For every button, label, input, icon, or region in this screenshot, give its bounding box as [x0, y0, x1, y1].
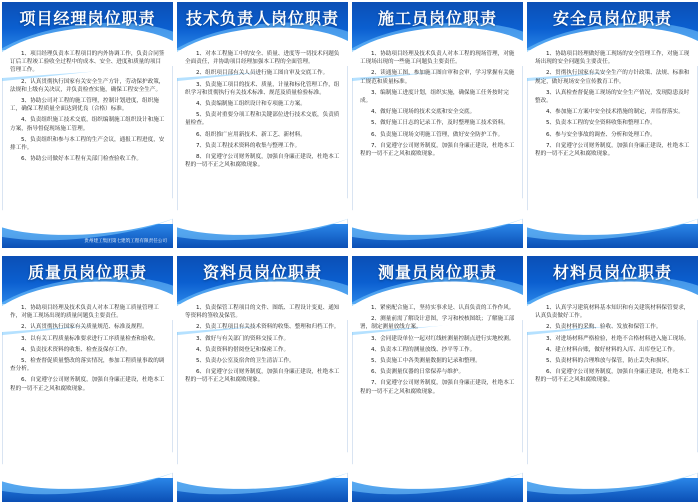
duty-paragraph: 5、负责组织和参与本工程的生产会议，通报工程进度，安排工作。: [10, 136, 165, 152]
panel-title: 资料员岗位职责: [202, 263, 322, 282]
duty-paragraph: 1、对本工程施工中的安全、质量、进度等一切技术问题负全面责任，并协助项目经理加强本工程的全面管理。: [185, 51, 340, 66]
duty-paragraph: 3、以有关工程质量标准要求进行工序质量检查和验收。: [21, 335, 159, 342]
duty-paragraph: 1、项目经理负责本工程项目的内外协调工作，负责合同签订后工程竣工验收全过程中的成本、安全、进度和质量的项目管理工作。: [10, 51, 165, 74]
panel-title: 项目经理岗位职责: [19, 9, 156, 28]
duty-paragraph: 6、负责施工现场文明施工管理，做好安全防护工作。: [371, 131, 504, 138]
panel-title: 施工员岗位职责: [377, 9, 497, 28]
duty-paragraph: 7、自觉遵守公司财务制度，加强自身廉正建设，杜绝本工程的一切不正之风和腐败现象。: [360, 142, 515, 158]
duty-paragraph: 3、认真检查督促施工现场的安全生产情况，发现隐患及时整改。: [535, 89, 690, 105]
duty-paragraph: 1、认真学习建筑材料基本知识和有关建筑材料保管要求，认真负责做好工作。: [535, 305, 690, 320]
panel-quality-inspector: [2, 256, 173, 502]
panel-header: [352, 256, 523, 304]
panel-surveyor: [352, 256, 523, 502]
duty-paragraph: 7、自觉遵守公司财务制度，加强自身廉正建设，杜绝本工程的一切不正之风和腐败现象。: [535, 142, 690, 158]
duty-paragraph: 7、负责工程技术资料的收集与整理工作。: [196, 142, 301, 149]
duty-paragraph: 6、自觉遵守公司财务制度，加强自身廉正建设，杜绝本工程的一切不正之风和腐败现象。: [10, 377, 165, 392]
panel-project-manager: [2, 2, 173, 248]
panel-technical-lead: [177, 2, 348, 248]
panel-footer: [2, 478, 173, 502]
duty-paragraph: 1、协助项目经理及技术负责人对本工程施工质量管理工作，对施工现场出现的质量问题负主要责任。: [10, 305, 159, 320]
duty-paragraph: 4、负责编制施工组织设计和专项施工方案。: [196, 101, 306, 108]
panel-title: 材料员岗位职责: [552, 263, 672, 282]
panel-header: [352, 2, 523, 50]
panel-safety-officer: [527, 2, 698, 248]
panel-header: [527, 2, 698, 50]
duty-paragraph: 8、自觉遵守公司财务制度，加强自身廉正建设，杜绝本工程的一切不正之风和腐败现象。: [185, 154, 340, 169]
panel-footer: [2, 224, 173, 248]
duty-paragraph: 5、负责材料的合理堆放与保管，防止丢失和损坏。: [546, 358, 673, 365]
duty-paragraph: 4、做好施工现场的技术交底和安全交底。: [371, 109, 476, 116]
duty-paragraph: 6、协助公司做好本工程有关部门检查验收工作。: [21, 156, 143, 163]
duty-paragraph: 1、紧密配合施工，坚持实事求是、认真负责的工作作风。: [371, 305, 515, 311]
duty-paragraph: 7、自觉遵守公司财务制度，加强自身廉正建设，杜绝本工程的一切不正之风和腐败现象。: [360, 380, 515, 395]
duty-paragraph: 5、负责办公室及宿舍的卫生清洁工作。: [196, 358, 295, 365]
panel-header: [2, 2, 173, 50]
duty-paragraph: 3、会同建设单位一起对红线桩测量控制点进行实地校测。: [371, 335, 515, 342]
panel-footer: [352, 224, 523, 248]
panel-footer: [352, 478, 523, 502]
duty-paragraph: 4、参加施工方案中安全技术措施的制定，并监督落实。: [546, 109, 684, 116]
panel-footer: [177, 224, 348, 248]
panel-header: [2, 256, 173, 304]
panel-construction-worker: [352, 2, 523, 248]
duty-paragraph: 6、自觉遵守公司财务制度，加强自身廉正建设，杜绝本工程的一切不正之风和腐败现象。: [185, 369, 340, 384]
panel-material-clerk: [527, 256, 698, 502]
duty-paragraph: 6、负责测量仪器的日常保养与维护。: [371, 369, 465, 376]
duty-paragraph: 5、负责施工中各类测量数据的记录和整理。: [371, 358, 481, 365]
duty-paragraph: 2、认真贯彻执行国家有关安全生产方针，劳动保护政策，法规和上级有关决议，并负责检查实施，确保工程安全生产。: [10, 78, 165, 93]
duty-paragraph: 3、协助公司对工程的施工管理，控制计划进度，组织施工，确保工程质量全面达到优良（合格）标准。: [10, 98, 159, 113]
panel-title: 安全员岗位职责: [552, 9, 672, 28]
company-name: 贵州建工集团第七建筑工程有限责任公司: [84, 239, 167, 244]
panel-title: 质量员岗位职责: [27, 263, 147, 282]
duty-paragraph: 2、负责材料的采购、验收、发放和保管工作。: [546, 324, 662, 331]
duty-paragraph: 2、负责工程项目有关技术资料的收集、整理和归档工作。: [196, 324, 340, 331]
panel-header: [177, 2, 348, 50]
duty-paragraph: 6、参与安全事故的调查、分析和处理工作。: [546, 131, 656, 138]
duty-paragraph: 1、协助项目经理及技术负责人对本工程的现场管理，对施工现场出现的一些施工问题负主要责任。: [360, 51, 515, 66]
duty-paragraph: 4、负责资料的借阅登记和保密工作。: [196, 346, 290, 353]
duty-paragraph: 5、负责对重要分项工程和关键部位进行技术交底，负责质量检查。: [185, 112, 340, 127]
duty-paragraph: 1、负责保管工程项目的文件、图纸、工程设计变更、通知等资料的签收及保管。: [185, 305, 340, 320]
duty-paragraph: 3、负责施工项目的技术、质量，计量和标化管理工作，组织学习和贯彻执行有关技术标准、规范及质量检验标准。: [185, 81, 340, 96]
panel-footer: [527, 478, 698, 502]
duty-paragraph: 3、编制施工进度计划，组织实施，确保施工任务按时完成。: [360, 89, 509, 105]
duty-paragraph: 2、读通施工图，参加施工图自审和会审，学习掌握有关施工规范和质量标准。: [360, 70, 515, 85]
duty-paragraph: 3、做好与有关部门的资料交接工作。: [196, 335, 290, 342]
panel-title: 测量员岗位职责: [377, 263, 497, 282]
panel-footer: [527, 224, 698, 248]
duty-paragraph: 4、负责本工程的测量放线、抄平等工作。: [371, 346, 476, 353]
duty-paragraph: 4、负责组织施工技术交底，组织编制施工组织设计和施工方案，指导督促现场施工管理。: [10, 117, 165, 132]
duty-paragraph: 4、负责技术资料的收集、检查及保存工作。: [21, 346, 131, 353]
panel-header: [177, 256, 348, 304]
duty-paragraph: 4、建立材料台账，做好材料的入库、出库登记工作。: [546, 346, 679, 353]
panel-document-clerk: [177, 256, 348, 502]
duty-paragraph: 5、做好施工日志的记录工作，及时整理施工技术资料。: [371, 120, 509, 127]
duty-paragraph: 3、对进场材料严格检验，杜绝不合格材料进入施工现场。: [546, 335, 690, 342]
panel-title: 技术负责人岗位职责: [185, 9, 339, 28]
duty-paragraph: 6、自觉遵守公司财务制度，加强自身廉正建设，杜绝本工程的一切不正之风和腐败现象。: [535, 369, 690, 384]
duty-paragraph: 2、认真贯彻执行国家有关质量规范、标准及规程。: [21, 324, 148, 331]
duty-paragraph: 2、贯彻执行国家有关安全生产的方针政策、法规、标准和规定，做好现场安全宣传教育工作。: [535, 70, 690, 85]
duty-paragraph: 5、检查督促质量整改的落实情况，参加工程质量事故的调查分析。: [10, 358, 165, 373]
duty-paragraph: 2、测量前需了解设计意图，学习和校核图纸；了解施工部署，制定测量放线方案。: [360, 316, 515, 331]
duty-paragraph: 5、负责本工程的安全资料收集和整理工作。: [546, 120, 656, 127]
duty-paragraph: 6、组织推广应用新技术、新工艺、新材料。: [196, 131, 306, 138]
panel-header: [527, 256, 698, 304]
duty-paragraph: 2、组织项目部有关人员进行施工图自审及交底工作。: [196, 70, 329, 77]
panel-footer: [177, 478, 348, 502]
duty-paragraph: 1、协助项目经理做好施工现场的安全管理工作，对施工现场出现的安全问题负主要责任。: [535, 51, 690, 66]
